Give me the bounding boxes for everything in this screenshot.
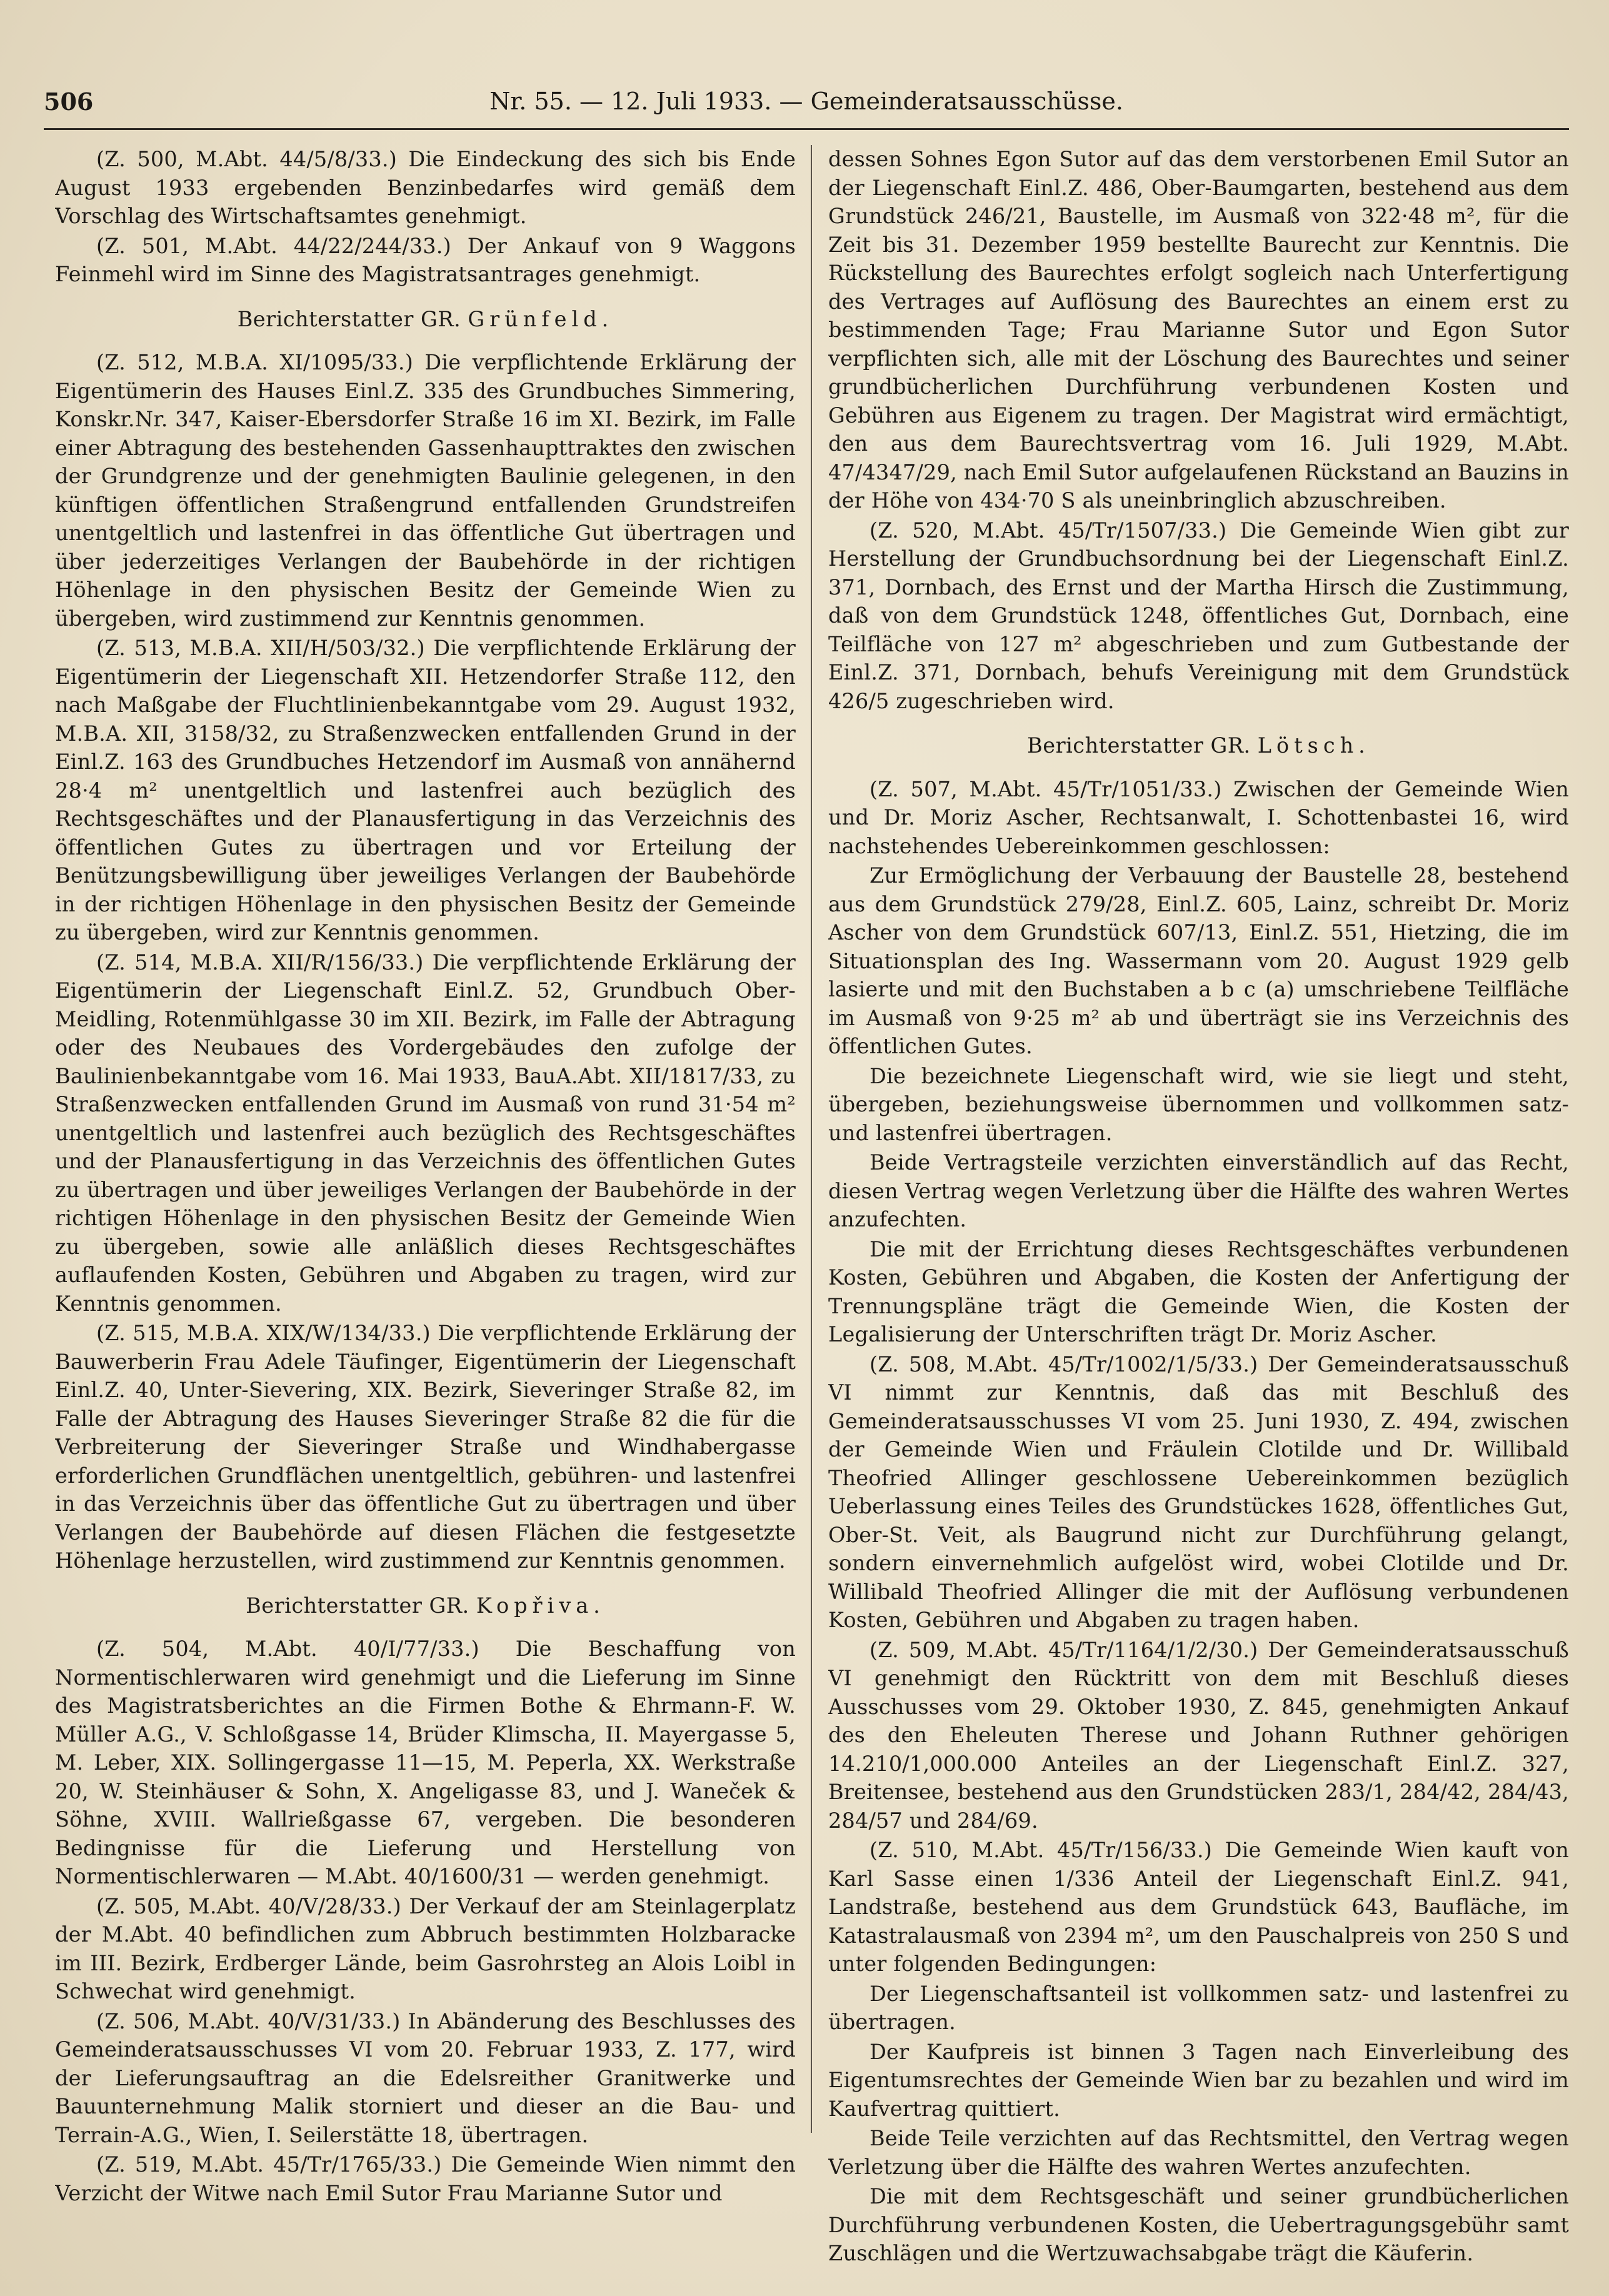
paragraph: (Z. 520, M.Abt. 45/Tr/1507/33.) Die Gemeinde Wien gibt zur Herstellung der Grundbuchsordnung bei der Liegenschaft Einl.Z. 371, Dornbach, des Ernst und der Martha Hirsch die Zustimmung, daß von dem Grundstück 1248, öffentliches Gut, Dornbach, eine Teilfläche von 127 m² abgeschrieben und zum Gutbestande der Einl.Z. 371, Dornbach, behufs Vereinigung mit dem Grundstück 426/5 zugeschrieben wird.	[828, 518, 1569, 713]
section-heading	[828, 731, 1569, 760]
paragraph: Beide Vertragsteile verzichten einverständlich auf das Recht, diesen Vertrag wegen Verletzung über die Hälfte des wahren Wertes anzufechten.	[828, 1150, 1569, 1231]
heading-prefix: Berichterstatter GR.	[246, 1593, 469, 1618]
right-column	[828, 145, 1569, 2264]
paragraph: (Z. 505, M.Abt. 40/V/28/33.) Der Verkauf der am Steinlagerplatz der M.Abt. 40 befindlichen zum Abbruch bestimmten Holzbaracke im III. Bezirk, Erdberger Lände, beim Gasrohrsteg an Alois Loibl in Schwechat wird genehmigt.	[55, 1893, 796, 2003]
paragraph: Die bezeichnete Liegenschaft wird, wie sie liegt und steht, übergeben, beziehungsweise übernommen und vollkommen satz- und lastenfrei übertragen.	[828, 1063, 1569, 1145]
reporter-name: Grünfeld.	[468, 306, 614, 331]
paragraph: (Z. 519, M.Abt. 45/Tr/1765/33.) Die Gemeinde Wien nimmt den Verzicht der Witwe nach Emil Sutor Frau Marianne Sutor und	[55, 2152, 796, 2205]
page-number: 506	[44, 88, 94, 116]
reporter-name: Kopřiva.	[476, 1593, 605, 1618]
paragraph: (Z. 513, M.B.A. XII/H/503/32.) Die verpflichtende Erklärung der Eigentümerin der Liegenschaft XII. Hetzendorfer Straße 112, den nach Maßgabe der Fluchtlinienbekanntgabe vom 29. August 1932, M.B.A. XII, 3158/32, zu Straßenzwecken entfallenden Grund in der Einl.Z. 163 des Grundbuches Hetzendorf im Ausmaß von annähernd 28·4 m² unentgeltlich und lastenfrei auch bezüglich des Rechtsgeschäftes und der Planausfertigung in das Verzeichnis des öffentlichen Gutes zu übertragen und vor Erteilung der Benützungsbewilligung über jeweiliges Verlangen der Baubehörde in der richtigen Höhenlage in den physischen Besitz der Gemeinde zu übergeben, wird zur Kenntnis genommen.	[55, 636, 796, 945]
heading-prefix: Berichterstatter GR.	[1027, 733, 1251, 758]
page-header	[44, 88, 1569, 119]
running-head: Nr. 55. — 12. Juli 1933. — Gemeinderatsausschüsse.	[489, 88, 1123, 115]
heading-prefix: Berichterstatter GR.	[237, 306, 461, 331]
paragraph: Der Liegenschaftsanteil ist vollkommen satz- und lastenfrei zu übertragen.	[828, 1981, 1569, 2034]
paragraph: Beide Teile verzichten auf das Rechtsmittel, den Vertrag wegen Verletzung über die Hälfte des wahren Wertes anzufechten.	[828, 2126, 1569, 2179]
paragraph: (Z. 507, M.Abt. 45/Tr/1051/33.) Zwischen der Gemeinde Wien und Dr. Moriz Ascher, Rechtsanwalt, I. Schottenbastei 16, wird nachstehendes Uebereinkommen geschlossen:	[828, 776, 1569, 858]
paragraph: dessen Sohnes Egon Sutor auf das dem verstorbenen Emil Sutor an der Liegenschaft Einl.Z. 486, Ober-Baumgarten, bestehend aus dem Grundstück 246/21, Baustelle, im Ausmaß von 322·48 m², für die Zeit bis 31. Dezember 1959 bestellte Baurecht zur Kenntnis. Die Rückstellung des Baurechtes erfolgt sogleich nach Unterfertigung des Vertrages auf Auflösung des Baurechtes an einem erst zu bestimmenden Tage; Frau Marianne Sutor und Egon Sutor verpflichten sich, alle mit der Löschung des Baurechtes und seiner grundbücherlichen Durchführung verbundenen Kosten und Gebühren aus Eigenem zu tragen. Der Magistrat wird ermächtigt, den aus dem Baurechtsvertrag vom 16. Juli 1929, M.Abt. 47/4347/29, nach Emil Sutor aufgelaufenen Rückstand an Bauzins in der Höhe von 434·70 S als uneinbringlich abzuschreiben.	[828, 147, 1569, 513]
paragraph: Der Kaufpreis ist binnen 3 Tagen nach Einverleibung des Eigentumsrechtes der Gemeinde Wien bar zu bezahlen und wird im Kaufvertrag quittiert.	[828, 2039, 1569, 2121]
section-heading	[55, 1592, 796, 1620]
column-divider	[811, 145, 812, 2133]
paragraph: (Z. 515, M.B.A. XIX/W/134/33.) Die verpflichtende Erklärung der Bauwerberin Frau Adele Täufinger, Eigentümerin der Liegenschaft Einl.Z. 40, Unter-Sievering, XIX. Bezirk, Sieveringer Straße 82, im Falle der Abtragung des Hauses Sieveringer Straße 82 die für die Verbreiterung der Sieveringer Straße und Windhabergasse erforderlichen Grundflächen unentgeltlich, gebühren- und lastenfrei in das Verzeichnis über das öffentliche Gut zu übertragen und über Verlangen der Baubehörde auf diesen Flächen die festgesetzte Höhenlage herzustellen, wird zustimmend zur Kenntnis genommen.	[55, 1321, 796, 1573]
paragraph: (Z. 510, M.Abt. 45/Tr/156/33.) Die Gemeinde Wien kauft von Karl Sasse einen 1/336 Anteil der Liegenschaft Einl.Z. 941, Landstraße, bestehend aus dem Grundstück 643, Baufläche, im Katastralausmaß von 2394 m², um den Pauschalpreis von 250 S und unter folgenden Bedingungen:	[828, 1838, 1569, 1976]
left-column	[55, 145, 796, 2264]
paragraph: (Z. 501, M.Abt. 44/22/244/33.) Der Ankauf von 9 Waggons Feinmehl wird im Sinne des Magistratsantrages genehmigt.	[55, 233, 796, 286]
paragraph: (Z. 506, M.Abt. 40/V/31/33.) In Abänderung des Beschlusses des Gemeinderatsausschusses VI vom 20. Februar 1933, Z. 177, wird der Lieferungsauftrag an die Edelsreither Granitwerke und Bauunternehmung Malik storniert und dieser an die Bau- und Terrain-A.G., Wien, I. Seilerstätte 18, übertragen.	[55, 2008, 796, 2147]
reporter-name: Lötsch.	[1257, 733, 1370, 758]
paragraph: (Z. 512, M.B.A. XI/1095/33.) Die verpflichtende Erklärung der Eigentümerin des Hauses Einl.Z. 335 des Grundbuches Simmering, Konskr.Nr. 347, Kaiser-Ebersdorfer Straße 16 im XI. Bezirk, im Falle einer Abtragung des bestehenden Gassenhaupttraktes den zwischen der Grundgrenze und der genehmigten Baulinie gelegenen, in den künftigen öffentlichen Straßengrund entfallenden Grundstreifen unentgeltlich und lastenfrei in das öffentliche Gut übertragen und über jederzeitiges Verlangen der Baubehörde in der richtigen Höhenlage in den physischen Besitz der Gemeinde Wien zu übergeben, wird zustimmend zur Kenntnis genommen.	[55, 350, 796, 631]
paragraph: Die mit der Errichtung dieses Rechtsgeschäftes verbundenen Kosten, Gebühren und Abgaben, die Kosten der Anfertigung der Trennungspläne trägt die Gemeinde Wien, die Kosten der Legalisierung der Unterschriften trägt Dr. Moriz Ascher.	[828, 1236, 1569, 1346]
paragraph: (Z. 504, M.Abt. 40/I/77/33.) Die Beschaffung von Normentischlerwaren wird genehmigt und die Lieferung im Sinne des Magistratsberichtes an die Firmen Bothe & Ehrmann-F. W. Müller A.G., V. Schloßgasse 14, Brüder Klimscha, II. Mayergasse 5, M. Leber, XIX. Sollingergasse 11—15, M. Peperla, XX. Werkstraße 20, W. Steinhäuser & Sohn, X. Angeligasse 83, und J. Waneček & Söhne, XVIII. Wallrießgasse 67, vergeben. Die besonderen Bedingnisse für die Lieferung und Herstellung von Normentischlerwaren — M.Abt. 40/1600/31 — werden genehmigt.	[55, 1637, 796, 1888]
paragraph: (Z. 514, M.B.A. XII/R/156/33.) Die verpflichtende Erklärung der Eigentümerin der Liegenschaft Einl.Z. 52, Grundbuch Ober-Meidling, Rotenmühlgasse 30 im XII. Bezirk, im Falle der Abtragung oder des Neubaues des Vordergebäudes den zufolge der Baulinienbekanntgabe vom 16. Mai 1933, BauA.Abt. XII/1817/33, zu Straßenzwecken entfallenden Grund im Ausmaß von rund 31·54 m² unentgeltlich und lastenfrei auch bezüglich des Rechtsgeschäftes und der Planausfertigung in das Verzeichnis des öffentlichen Gutes zu übertragen und über jeweiliges Verlangen der Baubehörde in der richtigen Höhenlage in den physischen Besitz der Gemeinde Wien zu übergeben, sowie alle anläßlich dieses Rechtsgeschäftes auflaufenden Kosten, Gebühren und Abgaben zu tragen, wird zur Kenntnis genommen.	[55, 950, 796, 1316]
paragraph: (Z. 509, M.Abt. 45/Tr/1164/1/2/30.) Der Gemeinderatsausschuß VI genehmigt den Rücktritt von dem mit Beschluß dieses Ausschusses vom 29. Oktober 1930, Z. 845, genehmigten Ankauf des den Eheleuten Therese und Johann Ruthner gehörigen 14.210/1,000.000 Anteiles an der Liegenschaft Einl.Z. 327, Breitensee, bestehend aus den Grundstücken 283/1, 284/42, 284/43, 284/57 und 284/69.	[828, 1637, 1569, 1833]
paragraph: Die mit dem Rechtsgeschäft und seiner grundbücherlichen Durchführung verbundenen Kosten, die Uebertragungsgebühr samt Zuschlägen und die Wertzuwachsabgabe trägt die Käuferin.	[828, 2184, 1569, 2264]
section-heading	[55, 305, 796, 334]
header-rule	[44, 128, 1569, 130]
paragraph: (Z. 508, M.Abt. 45/Tr/1002/1/5/33.) Der Gemeinderatsausschuß VI nimmt zur Kenntnis, daß das mit Beschluß des Gemeinderatsausschusses VI vom 25. Juni 1930, Z. 494, zwischen der Gemeinde Wien und Fräulein Clotilde und Dr. Willibald Theofried Allinger geschlossene Uebereinkommen bezüglich Ueberlassung eines Teiles des Grundstückes 1628, öffentliches Gut, Ober-St. Veit, als Baugrund nicht zur Durchführung gelangt, sondern einvernehmlich aufgelöst wird, wobei Clotilde und Dr. Willibald Theofried Allinger die mit der Auflösung verbundenen Kosten, Gebühren und Abgaben zu tragen haben.	[828, 1351, 1569, 1632]
paragraph: Zur Ermöglichung der Verbauung der Baustelle 28, bestehend aus dem Grundstück 279/28, Einl.Z. 605, Lainz, schreibt Dr. Moriz Ascher von dem Grundstück 607/13, Einl.Z. 551, Hietzing, die im Situationsplan des Ing. Wassermann vom 20. August 1929 gelb lasierte und mit den Buchstaben a b c (a) umschriebene Teilfläche im Ausmaß von 9·25 m² ab und überträgt sie ins Verzeichnis des öffentlichen Gutes.	[828, 863, 1569, 1058]
paragraph: (Z. 500, M.Abt. 44/5/8/33.) Die Eindeckung des sich bis Ende August 1933 ergebenden Benzinbedarfes wird gemäß dem Vorschlag des Wirtschaftsamtes genehmigt.	[55, 147, 796, 228]
